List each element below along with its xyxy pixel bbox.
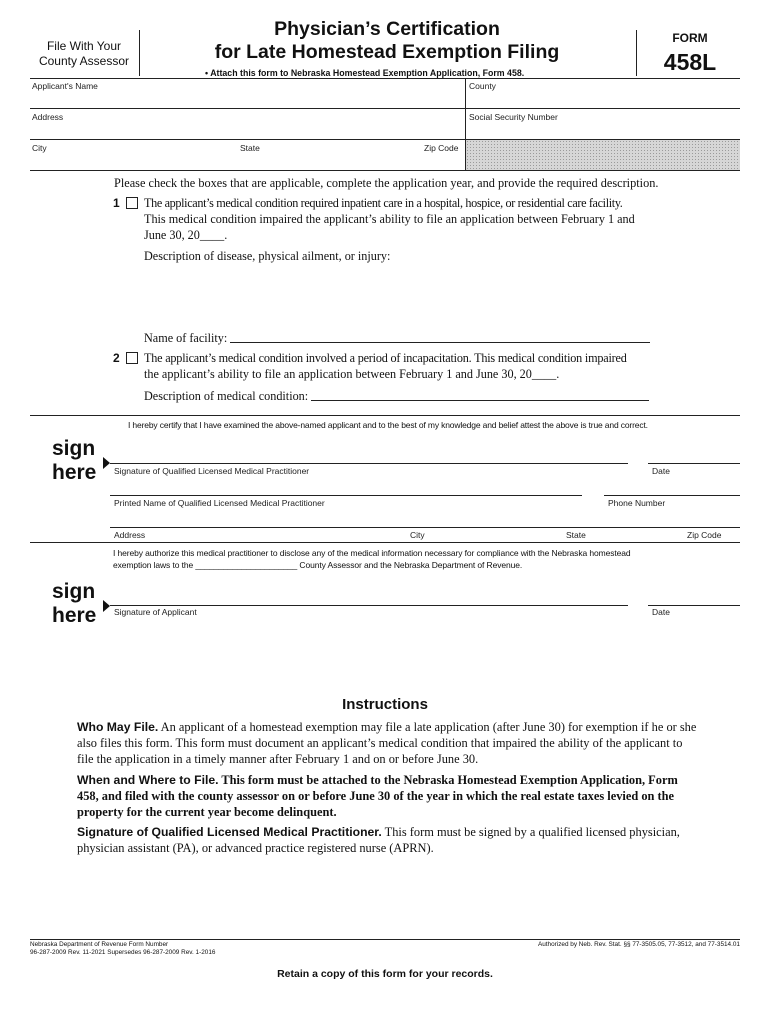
fields-top-rule (30, 78, 740, 79)
address-field[interactable]: Address (32, 112, 64, 122)
county-field[interactable]: County (469, 81, 496, 91)
sign-here-applicant (52, 580, 96, 628)
authorize-rule (30, 542, 740, 543)
shaded-box (466, 140, 740, 170)
attach-note: • Attach this form to Nebraska Homestead Exemption Application, Form 458. (205, 68, 525, 78)
description-label: Description of disease, physical ailment, or injury: (144, 249, 391, 263)
when-where-paragraph (77, 772, 698, 820)
authorized-statute: Authorized by Neb. Rev. Stat. §§ 77-3505.05, 77-3512, and 77-3514.01 (537, 941, 740, 948)
title-line1: Physician’s Certification (274, 18, 500, 40)
phone-label: Phone Number (608, 498, 666, 508)
practitioner-signature-label: Signature of Qualified Licensed Medical Practitioner (114, 466, 310, 476)
fields-rule-1 (30, 108, 740, 109)
sig-text: This form must be signed by a qualified licensed physician, physician assistant (PA), or advanced practice registered nurse (APRN). (77, 825, 680, 855)
applicant-name-field[interactable]: Applicant's Name (32, 81, 98, 91)
item2-line2[interactable]: the applicant’s ability to file an application between February 1 and June 30, 20____. (144, 367, 560, 381)
medical-condition-row (144, 388, 649, 404)
sign-here-practitioner (52, 437, 96, 485)
who-heading: Who May File. (77, 720, 159, 734)
who-text: An applicant of a homestead exemption may file a late application (after June 30) for exemption if he or she also files this form. This form must document an applicant’s medical condition that impaired the ability of the applicant to file the application in a timely manner after February 1 and on or before June 30. (77, 720, 697, 766)
file-with-label (30, 39, 138, 69)
here-word: here (52, 604, 97, 627)
facility-label: Name of facility: (144, 331, 228, 345)
item1-text (144, 195, 635, 243)
cert-rule (30, 415, 740, 416)
zip-field[interactable]: Zip Code (424, 143, 459, 153)
intro-text: Please check the boxes that are applicable, complete the application year, and provide the required description. (114, 176, 659, 190)
practitioner-address-label: Address (114, 530, 146, 540)
certify-text: I hereby certify that I have examined the above-named applicant and to the best of my knowledge and belief attest the above is true and correct. (128, 420, 648, 430)
dept-info (30, 941, 215, 957)
item2-number: 2 (113, 351, 120, 365)
dept-line1: Nebraska Department of Revenue Form Number (30, 941, 169, 948)
form-label: FORM (672, 31, 708, 45)
practitioner-address-line[interactable] (110, 527, 740, 528)
when-heading: When and Where to File. (77, 773, 219, 787)
ssn-field[interactable]: Social Security Number (469, 112, 558, 122)
signature-instructions-paragraph (77, 824, 698, 856)
authorize-line2[interactable]: exemption laws to the ______________________ County Assessor and the Nebraska Department of Revenue. (113, 560, 523, 570)
practitioner-state-label: State (566, 530, 586, 540)
item1-number: 1 (113, 196, 120, 210)
applicant-date-line[interactable] (648, 605, 740, 606)
retain-note: Retain a copy of this form for your records. (277, 968, 493, 980)
footer-rule (30, 939, 740, 940)
authorize-line1: I hereby authorize this medical practitioner to disclose any of the medical information necessary for compliance with the Nebraska homestead (113, 548, 631, 558)
item1-checkbox[interactable] (126, 197, 138, 209)
page-title (150, 18, 624, 64)
facility-input[interactable] (230, 330, 650, 343)
title-line2: for Late Homestead Exemption Filing (214, 41, 560, 63)
applicant-signature-line[interactable] (110, 605, 628, 606)
authorize-text (113, 547, 631, 571)
city-field[interactable]: City (32, 143, 47, 153)
form-number: 458L (663, 49, 717, 75)
item2-text (144, 350, 627, 382)
sign-word: sign (52, 437, 96, 460)
sign-arrow-icon (103, 457, 110, 469)
who-may-file-paragraph (77, 719, 698, 767)
item1-line3[interactable]: June 30, 20____. (144, 228, 228, 242)
medical-condition-input[interactable] (311, 388, 649, 401)
dept-line2: 96-287-2009 Rev. 11-2021 Supersedes 96-287-2009 Rev. 1-2016 (30, 949, 216, 956)
file-with-line1: File With Your (46, 39, 122, 53)
phone-line[interactable] (604, 495, 740, 496)
medical-condition-label: Description of medical condition: (144, 389, 309, 403)
instructions-heading: Instructions (342, 696, 428, 713)
printed-name-label: Printed Name of Qualified Licensed Medical Practitioner (114, 498, 325, 508)
sig-heading: Signature of Qualified Licensed Medical Practitioner. (77, 825, 382, 839)
item2-checkbox[interactable] (126, 352, 138, 364)
practitioner-signature-line[interactable] (110, 463, 628, 464)
here-word: here (52, 461, 97, 484)
file-with-line2: County Assessor (38, 54, 130, 68)
sign-word: sign (52, 580, 96, 603)
applicant-date-label: Date (652, 607, 670, 617)
sign-arrow-icon (103, 600, 110, 612)
when-text: This form must be attached to the Nebraska Homestead Exemption Application, Form 458, and filed with the county assessor on or before June 30 of the year in which the real estate taxes levied on the property for the current year become delinquent. (77, 773, 678, 819)
applicant-signature-label: Signature of Applicant (114, 607, 197, 617)
item1-line1: The applicant’s medical condition required inpatient care in a hospital, hospice, or residential care facility. (144, 196, 623, 210)
practitioner-date-label: Date (652, 466, 670, 476)
item2-line1: The applicant’s medical condition involved a period of incapacitation. This medical condition impaired (144, 351, 627, 365)
item1-line2: This medical condition impaired the applicant’s ability to file an application between February 1 and (144, 212, 635, 226)
printed-name-line[interactable] (110, 495, 582, 496)
practitioner-zip-label: Zip Code (687, 530, 722, 540)
practitioner-date-line[interactable] (648, 463, 740, 464)
practitioner-city-label: City (410, 530, 425, 540)
facility-row (144, 330, 650, 346)
fields-bottom-rule (30, 170, 740, 171)
state-field[interactable]: State (240, 143, 260, 153)
header-divider-left (139, 30, 140, 76)
header-divider-right (636, 30, 637, 76)
